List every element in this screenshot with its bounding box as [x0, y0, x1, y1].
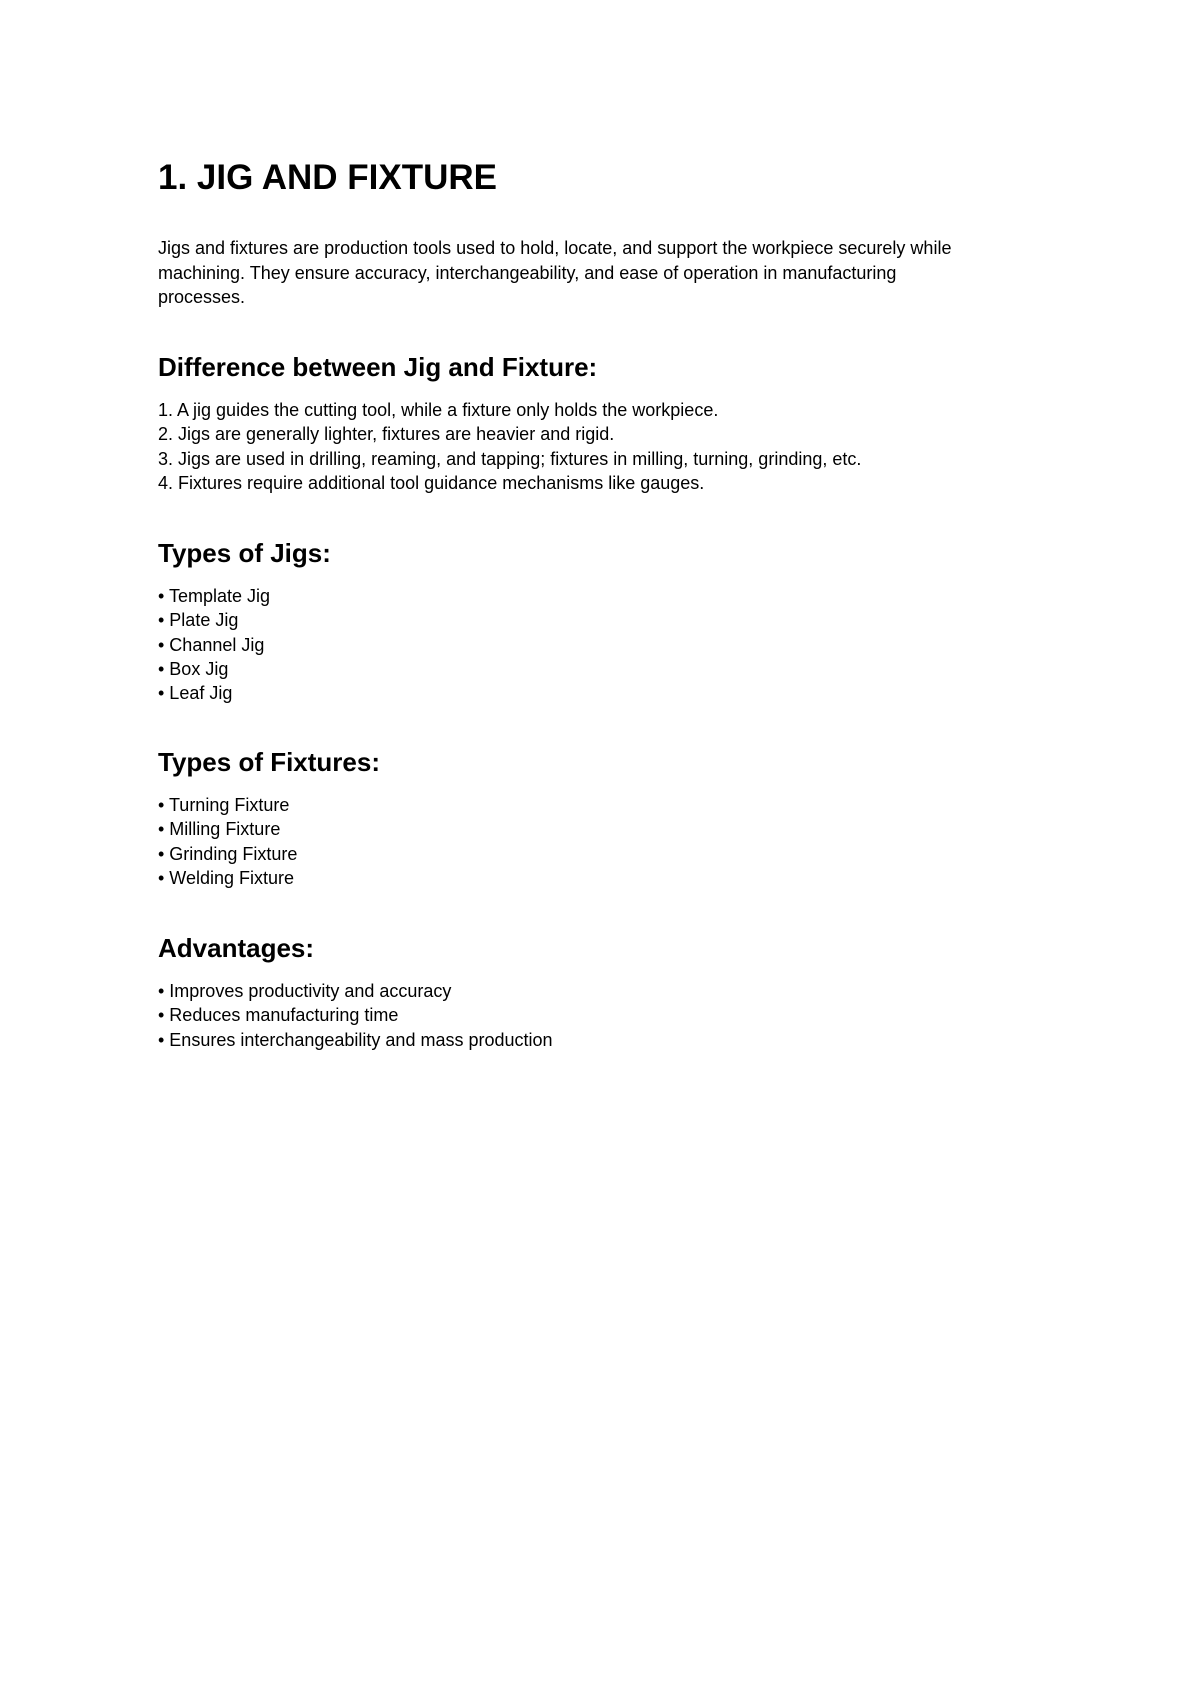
list-item: 2. Jigs are generally lighter, fixtures are heavier and rigid. [158, 424, 615, 445]
list-item: 1. A jig guides the cutting tool, while a fixture only holds the workpiece. [158, 400, 719, 420]
list-item: • Plate Jig [158, 610, 239, 631]
intro-line: Jigs and fixtures are production tools used to hold, locate, and support the workpiece securely while [158, 238, 952, 258]
types-of-fixtures-list [158, 793, 297, 890]
intro-paragraph [158, 236, 1058, 310]
section-heading-difference: Difference between Jig and Fixture: [158, 352, 598, 382]
list-item: • Ensures interchangeability and mass production [158, 1029, 553, 1050]
document-title: 1. JIG AND FIXTURE [158, 158, 498, 197]
section-heading-types-of-fixtures: Types of Fixtures: [158, 747, 381, 777]
difference-list [158, 398, 861, 495]
list-item: 4. Fixtures require additional tool guidance mechanisms like gauges. [158, 472, 705, 493]
list-item: • Improves productivity and accuracy [158, 981, 452, 1001]
section-heading-advantages: Advantages: [158, 933, 315, 963]
list-item: • Welding Fixture [158, 867, 295, 888]
list-item: • Grinding Fixture [158, 843, 298, 864]
types-of-jigs-list [158, 584, 270, 705]
list-item: • Turning Fixture [158, 795, 290, 815]
intro-line: processes. [158, 287, 246, 307]
intro-line: machining. They ensure accuracy, interchangeability, and ease of operation in manufacturing [158, 262, 897, 283]
list-item: • Reduces manufacturing time [158, 1005, 399, 1026]
list-item: • Template Jig [158, 586, 271, 606]
list-item: • Channel Jig [158, 634, 265, 655]
section-heading-types-of-jigs: Types of Jigs: [158, 538, 331, 568]
list-item: 3. Jigs are used in drilling, reaming, and tapping; fixtures in milling, turning, grinding, etc. [158, 448, 862, 469]
list-item: • Leaf Jig [158, 683, 233, 704]
advantages-list [158, 979, 553, 1052]
list-item: • Box Jig [158, 658, 229, 679]
list-item: • Milling Fixture [158, 819, 281, 840]
